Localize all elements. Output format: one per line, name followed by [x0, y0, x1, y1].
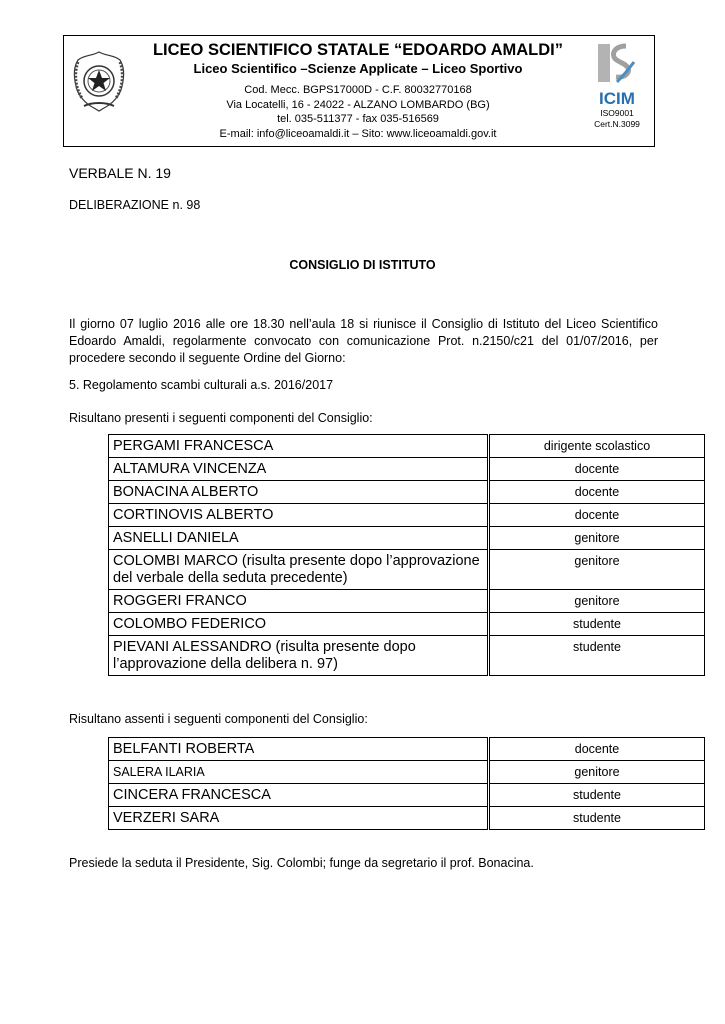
intro-paragraph: Il giorno 07 luglio 2016 alle ore 18.30 nell’aula 18 si riunisce il Consiglio di Istituto del Liceo Scientifico Edoardo Amaldi, regolarmente convocato con comunicazione Prot. n.2150/c21 del 01/07/2016, per procedere secondo il seguente Ordine del Giorno: — [69, 317, 658, 365]
member-row — [109, 550, 705, 590]
school-title: LICEO SCIENTIFICO STATALE “EDOARDO AMALDI” — [152, 41, 564, 59]
member-role: studente — [489, 784, 705, 807]
icim-logo-icon — [590, 42, 644, 108]
member-name: SALERA ILARIA — [109, 761, 489, 784]
certificate-number: Cert.N.3099 — [594, 119, 640, 129]
school-subtitle: Liceo Scientifico –Scienze Applicate – Liceo Sportivo — [193, 61, 523, 76]
member-name: COLOMBO FEDERICO — [109, 613, 489, 636]
deliberation-number: DELIBERAZIONE n. 98 — [69, 198, 201, 212]
school-codes: Cod. Mecc. BGPS17000D - C.F. 80032770168 — [244, 84, 472, 96]
member-row — [109, 738, 705, 761]
member-role: studente — [489, 807, 705, 830]
member-row — [109, 590, 705, 613]
member-role: docente — [489, 738, 705, 761]
italian-republic-emblem-icon — [70, 48, 128, 114]
member-role: genitore — [489, 550, 705, 590]
school-contacts: E-mail: info@liceoamaldi.it – Sito: www.liceoamaldi.gov.it — [219, 127, 497, 140]
member-role: dirigente scolastico — [489, 435, 705, 458]
member-name: BONACINA ALBERTO — [109, 481, 489, 504]
document-heading: CONSIGLIO DI ISTITUTO — [289, 258, 436, 272]
member-role: genitore — [489, 590, 705, 613]
member-role: docente — [489, 481, 705, 504]
closing-paragraph: Presiede la seduta il Presidente, Sig. Colombi; funge da segretario il prof. Bonacina. — [69, 856, 534, 870]
member-name: VERZERI SARA — [109, 807, 489, 830]
member-role: docente — [489, 458, 705, 481]
member-row — [109, 481, 705, 504]
member-role: docente — [489, 504, 705, 527]
member-role: studente — [489, 636, 705, 676]
present-intro: Risultano presenti i seguenti componenti del Consiglio: — [69, 411, 373, 425]
verbale-number: VERBALE N. 19 — [69, 165, 171, 181]
member-name: ASNELLI DANIELA — [109, 527, 489, 550]
member-row — [109, 527, 705, 550]
member-role: studente — [489, 613, 705, 636]
agenda-item: 5. Regolamento scambi culturali a.s. 2016/2017 — [69, 378, 334, 392]
member-row — [109, 636, 705, 676]
present-members-table — [108, 434, 705, 676]
member-row — [109, 458, 705, 481]
member-name: PERGAMI FRANCESCA — [109, 435, 489, 458]
member-role: genitore — [489, 527, 705, 550]
member-name: COLOMBI MARCO (risulta presente dopo l’approvazione del verbale della seduta precedente) — [109, 550, 489, 590]
member-row — [109, 761, 705, 784]
member-row — [109, 784, 705, 807]
letterhead — [63, 35, 655, 147]
member-row — [109, 613, 705, 636]
school-phone: tel. 035-511377 - fax 035-516569 — [277, 113, 439, 125]
member-name: BELFANTI ROBERTA — [109, 738, 489, 761]
iso-label: ISO9001 — [600, 108, 634, 118]
member-name: ALTAMURA VINCENZA — [109, 458, 489, 481]
member-row — [109, 807, 705, 830]
member-row — [109, 504, 705, 527]
member-name: CORTINOVIS ALBERTO — [109, 504, 489, 527]
absent-members-table — [108, 737, 705, 830]
member-name: CINCERA FRANCESCA — [109, 784, 489, 807]
member-role: genitore — [489, 761, 705, 784]
certification-block — [586, 42, 648, 130]
absent-intro: Risultano assenti i seguenti componenti del Consiglio: — [69, 712, 368, 726]
icim-logo-text: ICIM — [599, 89, 635, 108]
member-name: PIEVANI ALESSANDRO (risulta presente dopo l’approvazione della delibera n. 97) — [109, 636, 489, 676]
school-address: Via Locatelli, 16 - 24022 - ALZANO LOMBARDO (BG) — [226, 98, 490, 111]
member-row — [109, 435, 705, 458]
member-name: ROGGERI FRANCO — [109, 590, 489, 613]
